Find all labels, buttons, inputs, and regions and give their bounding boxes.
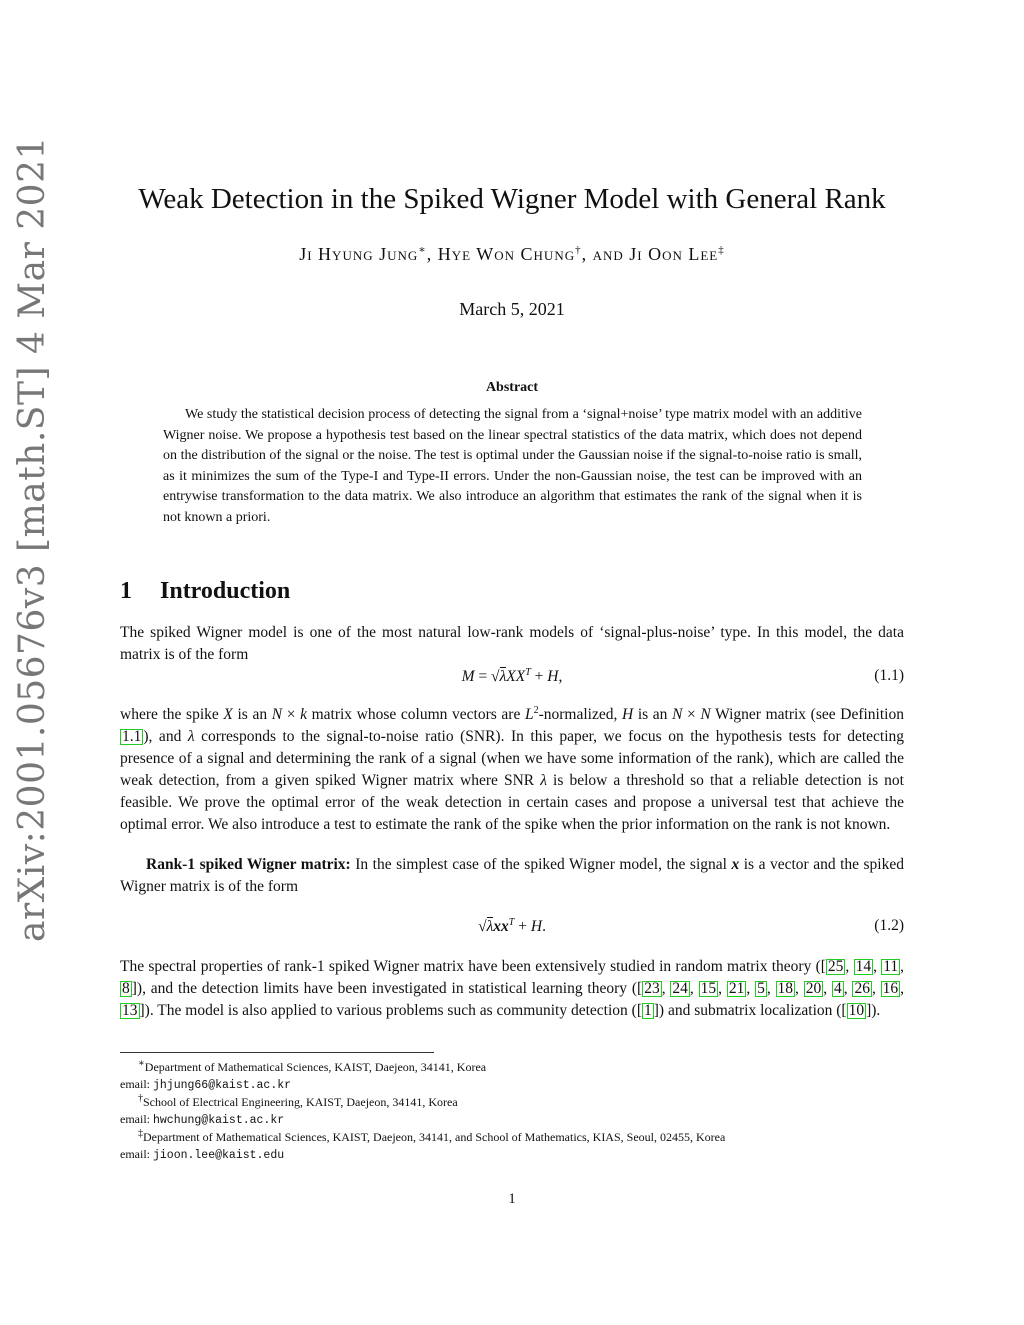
section-title: Introduction: [160, 578, 291, 604]
email-link[interactable]: jioon.lee@kaist.edu: [153, 1149, 285, 1162]
equation-number: (1.1): [874, 667, 904, 684]
citation-link[interactable]: 21: [728, 980, 745, 997]
author-separator: , and: [581, 244, 630, 264]
paper-date: March 5, 2021: [459, 299, 565, 319]
footnote-3: ‡Department of Mathematical Sciences, KAIST, Daejeon, 34141, and School of Mathematics, KIAS, Seoul, 02455, Korea email: jioon.lee@kaist.edu: [120, 1128, 726, 1162]
paper-title: Weak Detection in the Spiked Wigner Model with General Rank: [138, 183, 886, 215]
author-list: [120, 243, 904, 265]
citation-link[interactable]: 4: [833, 980, 842, 997]
intro-paragraph-3: Rank-1 spiked Wigner matrix: In the simplest case of the spiked Wigner model, the signal x is a vector and the spiked Wigner matrix is of the form: [120, 856, 904, 895]
author-1-mark: ∗: [418, 244, 427, 256]
intro-paragraph-4: The spectral properties of rank-1 spiked Wigner matrix have been extensively studied in random matrix theory ([ 25 , 14 , 11 , 8 ]), and the detection limits have been investigated in statistical learning theory ([ 23 , 24 , 15 , 21 , 5 , 18 , 20 , 4 , 26 , 16 , 13 ]). The model is also applied to various problems such as community detection ([ 1 ]) and submatrix localization ([ 10 ]).: [120, 958, 905, 1019]
footnote-1: ∗Department of Mathematical Sciences, KAIST, Daejeon, 34141, Korea email: jhjung66@kaist.ac.kr: [120, 1058, 487, 1092]
footnote-rule: [120, 1052, 434, 1053]
citation-link[interactable]: 1: [644, 1002, 652, 1019]
citation-link[interactable]: 24: [672, 980, 688, 997]
citation-link[interactable]: 15: [700, 980, 717, 997]
email-link[interactable]: hwchung@kaist.ac.kr: [153, 1114, 285, 1127]
author-3: Ji Oon Lee: [629, 244, 719, 264]
intro-paragraph-2: where the spike X is an N × k matrix whose column vectors are $L^2$-normalized, H is an N × N Wigner matrix (see Definition 1.1 ), and λ corresponds to the signal-to-noise ratio (SNR). In this paper, we focus on the hypothesis tests for detecting presence of a signal and determining the rank of a signal (when we have some information of the rank), which are called the weak detection, from a given spiked Wigner matrix where SNR λ is below a threshold so that a reliable detection is not feasible. We prove the optimal error of the weak detection in certain cases and propose a universal test that achieve the optimal error. We also introduce a test to estimate the rank of the spike when the prior information on the rank is not known.: [120, 705, 904, 834]
rank-1-heading: Rank-1 spiked Wigner matrix:: [146, 856, 351, 873]
citation-link[interactable]: 16: [882, 980, 899, 997]
section-heading: [120, 578, 290, 605]
citation-link[interactable]: 26: [854, 980, 870, 997]
author-3-mark: ‡: [718, 244, 725, 256]
citation-link[interactable]: 10: [848, 1002, 865, 1019]
section-number: 1: [120, 578, 132, 604]
citation-link[interactable]: 18: [777, 980, 794, 997]
citation-link[interactable]: 8: [122, 980, 130, 997]
citation-link[interactable]: 23: [644, 980, 660, 997]
email-link[interactable]: jhjung66@kaist.ac.kr: [153, 1079, 292, 1092]
author-1: Ji Hyung Jung: [299, 244, 419, 264]
footnote-2: †School of Electrical Engineering, KAIST, Daejeon, 34141, Korea email: hwchung@kaist.ac.kr: [120, 1093, 458, 1127]
citation-link[interactable]: 13: [122, 1002, 138, 1019]
author-2: Hye Won Chung: [437, 244, 576, 264]
equation-number: (1.2): [874, 917, 904, 934]
equation-formula: √λxx$^T$ + H.: [478, 917, 546, 936]
definition-link[interactable]: 1.1: [122, 728, 142, 746]
citation-link[interactable]: 14: [855, 958, 872, 975]
author-2-mark: †: [575, 244, 582, 256]
citation-link[interactable]: 5: [757, 980, 765, 997]
citation-link[interactable]: 25: [827, 958, 844, 975]
page-number: 1: [508, 1191, 516, 1207]
author-separator: ,: [426, 244, 438, 264]
equation-formula: M = √λXX$^T$ + H,: [461, 667, 563, 686]
abstract-body: We study the statistical decision process of detecting the signal from a ‘signal+noise’ type matrix model with an additive Wigner noise. We propose a hypothesis test based on the linear spectral statistics of the data matrix, which does not depend on the distribution of the signal or the noise. The test is optimal under the Gaussian noise if the signal-to-noise ratio is small, as it minimizes the sum of the Type-I and Type-II errors. Under the non-Gaussian noise, the test can be improved with an entrywise transformation to the data matrix. We also introduce an algorithm that estimates the rank of the signal when it is not known a priori.: [163, 407, 862, 525]
arxiv-stamp: arXiv:2001.05676v3 [math.ST] 4 Mar 2021: [12, 136, 53, 942]
citation-link[interactable]: 11: [883, 958, 899, 975]
citation-link[interactable]: 20: [805, 980, 822, 997]
abstract-heading: Abstract: [485, 380, 539, 395]
intro-paragraph-1: The spiked Wigner model is one of the most natural low-rank models of ‘signal-plus-noise’ type. In this model, the data matrix is of the form: [120, 624, 904, 663]
